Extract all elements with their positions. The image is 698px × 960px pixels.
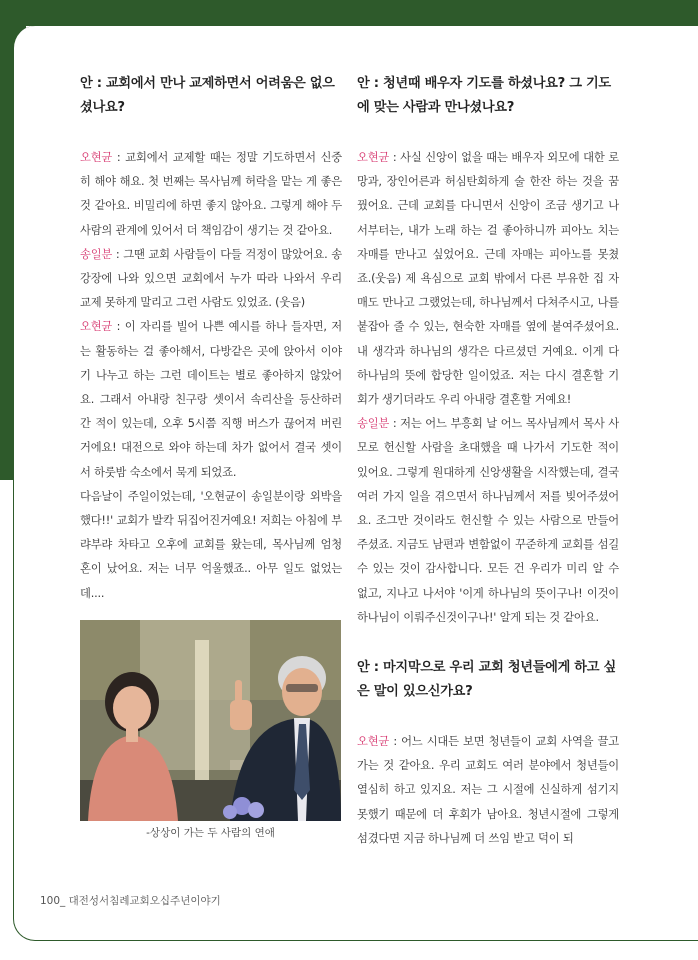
couple-photo <box>80 620 341 821</box>
interview-paragraph <box>80 485 342 606</box>
paragraph-text: 다음날이 주일이었는데, '오현균이 송일분이랑 외박을 했다!!' 교회가 발칵 뒤집어진거예요! 저희는 아침에 부랴부랴 차타고 오후에 교회를 왔는데, 목사님께 엄청 혼이 났어요. 저는 너무 억울했죠.. 아무 일도 없었는데.... <box>80 489 342 600</box>
photo-caption: -상상이 가는 두 사람의 연애 <box>146 827 275 839</box>
speaker-name: 오현균 <box>80 320 113 334</box>
paragraph-text: : 어느 시대든 보면 청년들이 교회 사역을 끌고 가는 것 같아요. 우리 교회도 여러 분야에서 청년들이 열심히 하고 있지요. 저는 그 시절에 신실하게 섬기지 못했기 때문에 더 후회가 남아요. 청년시절에 그렇게 섬겼다면 지금 하나님께 더 쓰임 받고 덕이 되 <box>357 735 619 845</box>
question-heading: 안 : 교회에서 만나 교제하면서 어려움은 없으셨나요? <box>80 76 335 115</box>
speaker-name: 오현균 <box>357 735 390 749</box>
interview-paragraph <box>80 315 342 484</box>
top-green-band <box>0 0 698 26</box>
right-column <box>357 72 619 851</box>
question-heading-2: 안 : 마지막으로 우리 교회 청년들에게 하고 싶은 말이 있으신가요? <box>357 660 616 700</box>
interview-paragraph <box>357 412 619 630</box>
speaker-name: 오현균 <box>357 151 390 164</box>
left-column <box>80 72 342 606</box>
paragraph-text: : 교회에서 교제할 때는 정말 기도하면서 신중히 해야 해요. 첫 번째는 목사님께 허락을 맡는 게 좋은 것 같아요. 비밀리에 하면 좋지 않아요. 그렇게 해야 두 사람의 관계에 있어서 더 책임감이 생기는 것 같아요. <box>80 151 342 237</box>
paragraph-text: : 사실 신앙이 없을 때는 배우자 외모에 대한 로망과, 장인어른과 허심탄회하게 술 한잔 하는 것을 꿈꿨어요. 근데 교회를 다니면서 신앙이 조금 생기고 나서부터는, 내가 노래 하는 걸 좋아하니까 피아노 치는 자매를 만나고 싶었어요. 근데 자매는 피아노를 못쳤죠.(웃음) 제 욕심으로 교회 밖에서 다른 부유한 집 자매도 만나고 그랬었는데, 하나님께서 다쳐주시고, 나를 붙잡아 줄 수 있는, 현숙한 자매를 옆에 붙여주셨어요. 내 생각과 하나님의 생각은 다르셨던 거예요. 이게 다 하나님의 뜻에 합당한 일이었죠. 저는 다시 결혼할 기회가 생기더라도 우리 아내랑 결혼할 거예요! <box>357 151 619 407</box>
speaker-name: 오현균 <box>80 151 113 164</box>
question-heading-1: 안 : 청년때 배우자 기도를 하셨나요? 그 기도에 맞는 사람과 만나셨나요? <box>357 76 611 115</box>
speaker-name: 송일분 <box>357 417 390 431</box>
speaker-name: 송일분 <box>80 247 113 261</box>
photo-illustration <box>80 620 341 821</box>
paragraph-text: : 이 자리를 빌어 나쁜 예시를 하나 들자면, 저는 활동하는 걸 좋아해서, 다방같은 곳에 앉아서 이야기 나누고 하는 그런 데이트는 별로 좋아하지 않았어요. 그래서 아내랑 친구랑 셋이서 속리산을 등산하러 간 적이 있는데, 오후 5시쯤 직행 버스가 끊어져 버린 거에요! 대전으로 와야 하는데 차가 없어서 결국 셋이서 하룻밤 숙소에서 묵게 되었죠. <box>80 320 342 479</box>
interview-paragraph <box>357 146 619 412</box>
paragraph-text: : 그땐 교회 사람들이 다들 걱정이 많았어요. 송강장에 나와 있으면 교회에서 누가 따라 나와서 우리 교제 못하게 말리고 그런 사람도 있었죠. (웃음) <box>80 247 342 310</box>
interview-paragraph <box>80 243 342 316</box>
paragraph-text: : 저는 어느 부흥회 날 어느 목사님께서 목사 사모로 헌신할 사람을 초대했을 때 나가서 기도한 적이 있어요. 그렇게 원대하게 신앙생활을 시작했는데, 결국 여러 가지 일을 겪으면서 하나님께서 저를 빚어주셨어요. 조그만 것이라도 헌신할 수 있는 사람으로 만들어주셨죠. 지금도 남편과 변함없이 꾸준하게 교회를 섬길 수 있는 것이 감사합니다. 모든 건 우리가 미리 알 수 없고, 지나고 나서야 '이게 하나님의 뜻이구나! 이것이 하나님이 이뤄주신것이구나!' 알게 되는 것 같아요. <box>357 417 619 624</box>
interview-paragraph <box>357 730 619 851</box>
interview-paragraph <box>80 146 342 243</box>
page-footer: 100_ 대전성서침례교회오십주년이야기 <box>40 895 221 907</box>
